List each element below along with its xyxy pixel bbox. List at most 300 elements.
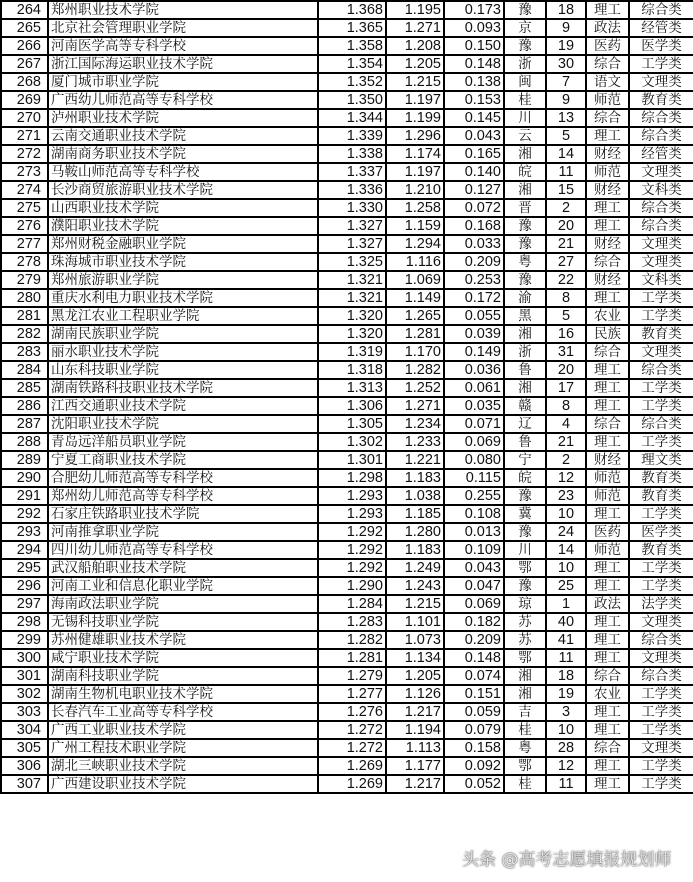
score-a-cell: 1.294: [386, 235, 444, 253]
score-b-cell: 0.209: [444, 253, 504, 271]
score-a-cell: 1.208: [386, 37, 444, 55]
school-type-cell: 理工: [586, 703, 629, 721]
category-cell: 工学类: [629, 775, 693, 793]
school-type-cell: 理工: [586, 433, 629, 451]
category-cell: 教育类: [629, 91, 693, 109]
table-body: [1, 1, 693, 793]
score-a-cell: 1.134: [386, 649, 444, 667]
province-rank-cell: 19: [546, 685, 586, 703]
table-row: [1, 181, 693, 199]
rank-cell: 277: [1, 235, 48, 253]
score-b-cell: 0.151: [444, 685, 504, 703]
score-a-cell: 1.174: [386, 145, 444, 163]
rank-cell: 287: [1, 415, 48, 433]
province-cell: 鲁: [504, 361, 546, 379]
score-a-cell: 1.280: [386, 523, 444, 541]
province-cell: 湘: [504, 685, 546, 703]
score-a-cell: 1.234: [386, 415, 444, 433]
school-type-cell: 综合: [586, 343, 629, 361]
rank-cell: 285: [1, 379, 48, 397]
table-row: [1, 109, 693, 127]
province-rank-cell: 8: [546, 289, 586, 307]
category-cell: 工学类: [629, 55, 693, 73]
category-cell: 综合类: [629, 199, 693, 217]
province-cell: 湘: [504, 667, 546, 685]
table-row: [1, 433, 693, 451]
school-name-cell: 广西幼儿师范高等专科学校: [48, 91, 318, 109]
score-a-cell: 1.271: [386, 19, 444, 37]
school-name-cell: 广西工业职业技术学院: [48, 721, 318, 739]
score-b-cell: 0.071: [444, 415, 504, 433]
school-type-cell: 农业: [586, 307, 629, 325]
table-row: [1, 649, 693, 667]
province-cell: 冀: [504, 505, 546, 523]
score-a-cell: 1.217: [386, 775, 444, 793]
table-row: [1, 559, 693, 577]
school-name-cell: 河南工业和信息化职业学院: [48, 577, 318, 595]
score-a-cell: 1.116: [386, 253, 444, 271]
province-rank-cell: 7: [546, 73, 586, 91]
category-cell: 工学类: [629, 721, 693, 739]
score-total-cell: 1.284: [318, 595, 386, 613]
table-row: [1, 19, 693, 37]
school-type-cell: 综合: [586, 739, 629, 757]
score-a-cell: 1.258: [386, 199, 444, 217]
rank-cell: 304: [1, 721, 48, 739]
rank-cell: 295: [1, 559, 48, 577]
province-cell: 豫: [504, 235, 546, 253]
province-cell: 桂: [504, 775, 546, 793]
school-type-cell: 理工: [586, 775, 629, 793]
province-rank-cell: 18: [546, 1, 586, 19]
school-name-cell: 广西建设职业技术学院: [48, 775, 318, 793]
school-name-cell: 泸州职业技术学院: [48, 109, 318, 127]
province-cell: 湘: [504, 325, 546, 343]
score-a-cell: 1.126: [386, 685, 444, 703]
school-type-cell: 农业: [586, 685, 629, 703]
province-rank-cell: 18: [546, 667, 586, 685]
table-row: [1, 757, 693, 775]
table-row: [1, 451, 693, 469]
school-type-cell: 理工: [586, 559, 629, 577]
school-name-cell: 咸宁职业技术学院: [48, 649, 318, 667]
province-rank-cell: 3: [546, 703, 586, 721]
table-row: [1, 91, 693, 109]
category-cell: 教育类: [629, 469, 693, 487]
score-total-cell: 1.293: [318, 487, 386, 505]
rank-cell: 275: [1, 199, 48, 217]
score-b-cell: 0.043: [444, 127, 504, 145]
rank-cell: 296: [1, 577, 48, 595]
rank-cell: 269: [1, 91, 48, 109]
score-b-cell: 0.255: [444, 487, 504, 505]
province-cell: 湘: [504, 145, 546, 163]
school-name-cell: 石家庄铁路职业技术学院: [48, 505, 318, 523]
score-total-cell: 1.269: [318, 775, 386, 793]
school-name-cell: 无锡科技职业学院: [48, 613, 318, 631]
score-total-cell: 1.292: [318, 559, 386, 577]
category-cell: 综合类: [629, 217, 693, 235]
school-type-cell: 综合: [586, 415, 629, 433]
school-type-cell: 财经: [586, 271, 629, 289]
score-total-cell: 1.338: [318, 145, 386, 163]
province-cell: 辽: [504, 415, 546, 433]
score-a-cell: 1.159: [386, 217, 444, 235]
table-row: [1, 613, 693, 631]
province-cell: 豫: [504, 217, 546, 235]
province-rank-cell: 19: [546, 37, 586, 55]
table-row: [1, 721, 693, 739]
province-rank-cell: 5: [546, 307, 586, 325]
school-name-cell: 合肥幼儿师范高等专科学校: [48, 469, 318, 487]
score-b-cell: 0.092: [444, 757, 504, 775]
rank-cell: 298: [1, 613, 48, 631]
score-b-cell: 0.209: [444, 631, 504, 649]
province-cell: 桂: [504, 91, 546, 109]
score-total-cell: 1.358: [318, 37, 386, 55]
score-total-cell: 1.321: [318, 271, 386, 289]
table-row: [1, 703, 693, 721]
category-cell: 综合类: [629, 415, 693, 433]
school-name-cell: 河南医学高等专科学校: [48, 37, 318, 55]
school-name-cell: 湖南商务职业技术学院: [48, 145, 318, 163]
score-total-cell: 1.339: [318, 127, 386, 145]
category-cell: 文理类: [629, 343, 693, 361]
score-total-cell: 1.292: [318, 523, 386, 541]
score-a-cell: 1.197: [386, 91, 444, 109]
province-cell: 渝: [504, 289, 546, 307]
school-name-cell: 北京社会管理职业学院: [48, 19, 318, 37]
rank-cell: 289: [1, 451, 48, 469]
score-b-cell: 0.055: [444, 307, 504, 325]
school-name-cell: 湖北三峡职业技术学院: [48, 757, 318, 775]
rank-cell: 276: [1, 217, 48, 235]
school-type-cell: 理工: [586, 199, 629, 217]
table-row: [1, 595, 693, 613]
table-row: [1, 343, 693, 361]
province-rank-cell: 2: [546, 451, 586, 469]
table-row: [1, 775, 693, 793]
rank-cell: 282: [1, 325, 48, 343]
category-cell: 工学类: [629, 433, 693, 451]
table-row: [1, 361, 693, 379]
rank-cell: 279: [1, 271, 48, 289]
score-total-cell: 1.269: [318, 757, 386, 775]
category-cell: 理文类: [629, 451, 693, 469]
table-row: [1, 127, 693, 145]
school-type-cell: 理工: [586, 631, 629, 649]
score-a-cell: 1.210: [386, 181, 444, 199]
score-a-cell: 1.249: [386, 559, 444, 577]
score-total-cell: 1.327: [318, 217, 386, 235]
school-type-cell: 理工: [586, 757, 629, 775]
school-type-cell: 师范: [586, 163, 629, 181]
score-a-cell: 1.185: [386, 505, 444, 523]
province-rank-cell: 10: [546, 721, 586, 739]
school-type-cell: 财经: [586, 451, 629, 469]
province-rank-cell: 2: [546, 199, 586, 217]
province-rank-cell: 30: [546, 55, 586, 73]
province-rank-cell: 11: [546, 649, 586, 667]
rank-cell: 268: [1, 73, 48, 91]
school-type-cell: 医药: [586, 37, 629, 55]
score-total-cell: 1.293: [318, 505, 386, 523]
school-type-cell: 理工: [586, 1, 629, 19]
school-type-cell: 综合: [586, 667, 629, 685]
score-b-cell: 0.168: [444, 217, 504, 235]
rank-cell: 280: [1, 289, 48, 307]
score-b-cell: 0.047: [444, 577, 504, 595]
province-rank-cell: 14: [546, 145, 586, 163]
province-cell: 豫: [504, 523, 546, 541]
category-cell: 文科类: [629, 271, 693, 289]
score-total-cell: 1.276: [318, 703, 386, 721]
category-cell: 教育类: [629, 325, 693, 343]
score-b-cell: 0.149: [444, 343, 504, 361]
category-cell: 综合类: [629, 127, 693, 145]
score-b-cell: 0.074: [444, 667, 504, 685]
rank-cell: 294: [1, 541, 48, 559]
score-a-cell: 1.038: [386, 487, 444, 505]
school-type-cell: 财经: [586, 181, 629, 199]
category-cell: 工学类: [629, 559, 693, 577]
school-type-cell: 民族: [586, 325, 629, 343]
score-total-cell: 1.305: [318, 415, 386, 433]
score-total-cell: 1.325: [318, 253, 386, 271]
province-rank-cell: 16: [546, 325, 586, 343]
score-a-cell: 1.183: [386, 541, 444, 559]
school-type-cell: 师范: [586, 469, 629, 487]
school-name-cell: 郑州财税金融职业学院: [48, 235, 318, 253]
score-a-cell: 1.233: [386, 433, 444, 451]
score-total-cell: 1.350: [318, 91, 386, 109]
school-type-cell: 综合: [586, 109, 629, 127]
province-cell: 粤: [504, 253, 546, 271]
category-cell: 法学类: [629, 595, 693, 613]
score-a-cell: 1.215: [386, 595, 444, 613]
category-cell: 工学类: [629, 505, 693, 523]
category-cell: 工学类: [629, 379, 693, 397]
category-cell: 综合类: [629, 109, 693, 127]
province-rank-cell: 9: [546, 91, 586, 109]
score-a-cell: 1.296: [386, 127, 444, 145]
category-cell: 综合类: [629, 361, 693, 379]
table-row: [1, 55, 693, 73]
score-total-cell: 1.344: [318, 109, 386, 127]
watermark: 头条 @高考志愿填报规划师: [462, 850, 672, 870]
category-cell: 文科类: [629, 181, 693, 199]
rank-cell: 273: [1, 163, 48, 181]
table-row: [1, 271, 693, 289]
province-rank-cell: 40: [546, 613, 586, 631]
category-cell: 文理类: [629, 163, 693, 181]
score-a-cell: 1.177: [386, 757, 444, 775]
rank-cell: 281: [1, 307, 48, 325]
score-total-cell: 1.306: [318, 397, 386, 415]
score-total-cell: 1.272: [318, 721, 386, 739]
province-rank-cell: 25: [546, 577, 586, 595]
category-cell: 文理类: [629, 253, 693, 271]
province-rank-cell: 20: [546, 361, 586, 379]
score-total-cell: 1.292: [318, 541, 386, 559]
score-total-cell: 1.301: [318, 451, 386, 469]
table-row: [1, 469, 693, 487]
province-cell: 云: [504, 127, 546, 145]
score-a-cell: 1.183: [386, 469, 444, 487]
province-cell: 吉: [504, 703, 546, 721]
score-a-cell: 1.205: [386, 55, 444, 73]
category-cell: 综合类: [629, 1, 693, 19]
school-type-cell: 理工: [586, 613, 629, 631]
category-cell: 文理类: [629, 739, 693, 757]
table-row: [1, 235, 693, 253]
score-b-cell: 0.059: [444, 703, 504, 721]
province-rank-cell: 27: [546, 253, 586, 271]
score-total-cell: 1.330: [318, 199, 386, 217]
score-b-cell: 0.165: [444, 145, 504, 163]
score-total-cell: 1.283: [318, 613, 386, 631]
score-a-cell: 1.217: [386, 703, 444, 721]
score-b-cell: 0.035: [444, 397, 504, 415]
score-total-cell: 1.368: [318, 1, 386, 19]
school-type-cell: 语文: [586, 73, 629, 91]
category-cell: 综合类: [629, 667, 693, 685]
score-a-cell: 1.149: [386, 289, 444, 307]
school-name-cell: 山西职业技术学院: [48, 199, 318, 217]
province-cell: 湘: [504, 181, 546, 199]
score-a-cell: 1.215: [386, 73, 444, 91]
school-name-cell: 江西交通职业技术学院: [48, 397, 318, 415]
rank-cell: 306: [1, 757, 48, 775]
province-rank-cell: 41: [546, 631, 586, 649]
score-b-cell: 0.140: [444, 163, 504, 181]
school-type-cell: 理工: [586, 397, 629, 415]
province-rank-cell: 10: [546, 505, 586, 523]
table-row: [1, 505, 693, 523]
province-cell: 黑: [504, 307, 546, 325]
category-cell: 工学类: [629, 289, 693, 307]
rank-cell: 300: [1, 649, 48, 667]
province-cell: 皖: [504, 469, 546, 487]
table-row: [1, 217, 693, 235]
province-rank-cell: 23: [546, 487, 586, 505]
province-rank-cell: 21: [546, 235, 586, 253]
score-b-cell: 0.079: [444, 721, 504, 739]
school-name-cell: 湖南铁路科技职业技术学院: [48, 379, 318, 397]
rank-cell: 305: [1, 739, 48, 757]
rank-cell: 291: [1, 487, 48, 505]
score-b-cell: 0.080: [444, 451, 504, 469]
rank-cell: 274: [1, 181, 48, 199]
province-cell: 鄂: [504, 559, 546, 577]
school-type-cell: 理工: [586, 289, 629, 307]
province-cell: 闽: [504, 73, 546, 91]
rank-cell: 297: [1, 595, 48, 613]
score-b-cell: 0.148: [444, 55, 504, 73]
category-cell: 工学类: [629, 685, 693, 703]
school-name-cell: 郑州职业技术学院: [48, 1, 318, 19]
score-a-cell: 1.243: [386, 577, 444, 595]
school-type-cell: 财经: [586, 145, 629, 163]
province-rank-cell: 17: [546, 379, 586, 397]
category-cell: 工学类: [629, 757, 693, 775]
score-total-cell: 1.313: [318, 379, 386, 397]
rank-cell: 267: [1, 55, 48, 73]
school-name-cell: 宁夏工商职业技术学院: [48, 451, 318, 469]
school-type-cell: 综合: [586, 55, 629, 73]
score-total-cell: 1.352: [318, 73, 386, 91]
school-type-cell: 政法: [586, 595, 629, 613]
score-a-cell: 1.281: [386, 325, 444, 343]
category-cell: 教育类: [629, 541, 693, 559]
province-cell: 浙: [504, 343, 546, 361]
rank-cell: 283: [1, 343, 48, 361]
score-total-cell: 1.282: [318, 631, 386, 649]
school-type-cell: 理工: [586, 361, 629, 379]
school-name-cell: 广州工程技术职业学院: [48, 739, 318, 757]
rank-cell: 266: [1, 37, 48, 55]
table-row: [1, 307, 693, 325]
province-cell: 豫: [504, 271, 546, 289]
school-name-cell: 丽水职业技术学院: [48, 343, 318, 361]
province-cell: 浙: [504, 55, 546, 73]
score-b-cell: 0.253: [444, 271, 504, 289]
province-cell: 鄂: [504, 757, 546, 775]
school-type-cell: 师范: [586, 541, 629, 559]
score-a-cell: 1.194: [386, 721, 444, 739]
table-row: [1, 379, 693, 397]
rank-cell: 292: [1, 505, 48, 523]
province-cell: 京: [504, 19, 546, 37]
score-total-cell: 1.320: [318, 307, 386, 325]
province-cell: 豫: [504, 487, 546, 505]
school-type-cell: 理工: [586, 127, 629, 145]
rank-cell: 271: [1, 127, 48, 145]
province-cell: 豫: [504, 1, 546, 19]
score-a-cell: 1.282: [386, 361, 444, 379]
rank-cell: 303: [1, 703, 48, 721]
table-row: [1, 73, 693, 91]
score-total-cell: 1.298: [318, 469, 386, 487]
score-total-cell: 1.354: [318, 55, 386, 73]
table-row: [1, 487, 693, 505]
score-total-cell: 1.279: [318, 667, 386, 685]
rank-cell: 286: [1, 397, 48, 415]
score-b-cell: 0.013: [444, 523, 504, 541]
table-row: [1, 667, 693, 685]
province-rank-cell: 22: [546, 271, 586, 289]
table-row: [1, 145, 693, 163]
school-name-cell: 沈阳职业技术学院: [48, 415, 318, 433]
province-rank-cell: 12: [546, 469, 586, 487]
province-rank-cell: 24: [546, 523, 586, 541]
score-b-cell: 0.127: [444, 181, 504, 199]
province-rank-cell: 10: [546, 559, 586, 577]
province-rank-cell: 20: [546, 217, 586, 235]
score-b-cell: 0.061: [444, 379, 504, 397]
table-row: [1, 253, 693, 271]
school-type-cell: 师范: [586, 487, 629, 505]
school-name-cell: 长春汽车工业高等专科学校: [48, 703, 318, 721]
rank-cell: 288: [1, 433, 48, 451]
province-cell: 宁: [504, 451, 546, 469]
province-rank-cell: 1: [546, 595, 586, 613]
school-name-cell: 山东科技职业学院: [48, 361, 318, 379]
score-b-cell: 0.036: [444, 361, 504, 379]
table-row: [1, 685, 693, 703]
score-a-cell: 1.252: [386, 379, 444, 397]
province-cell: 琼: [504, 595, 546, 613]
